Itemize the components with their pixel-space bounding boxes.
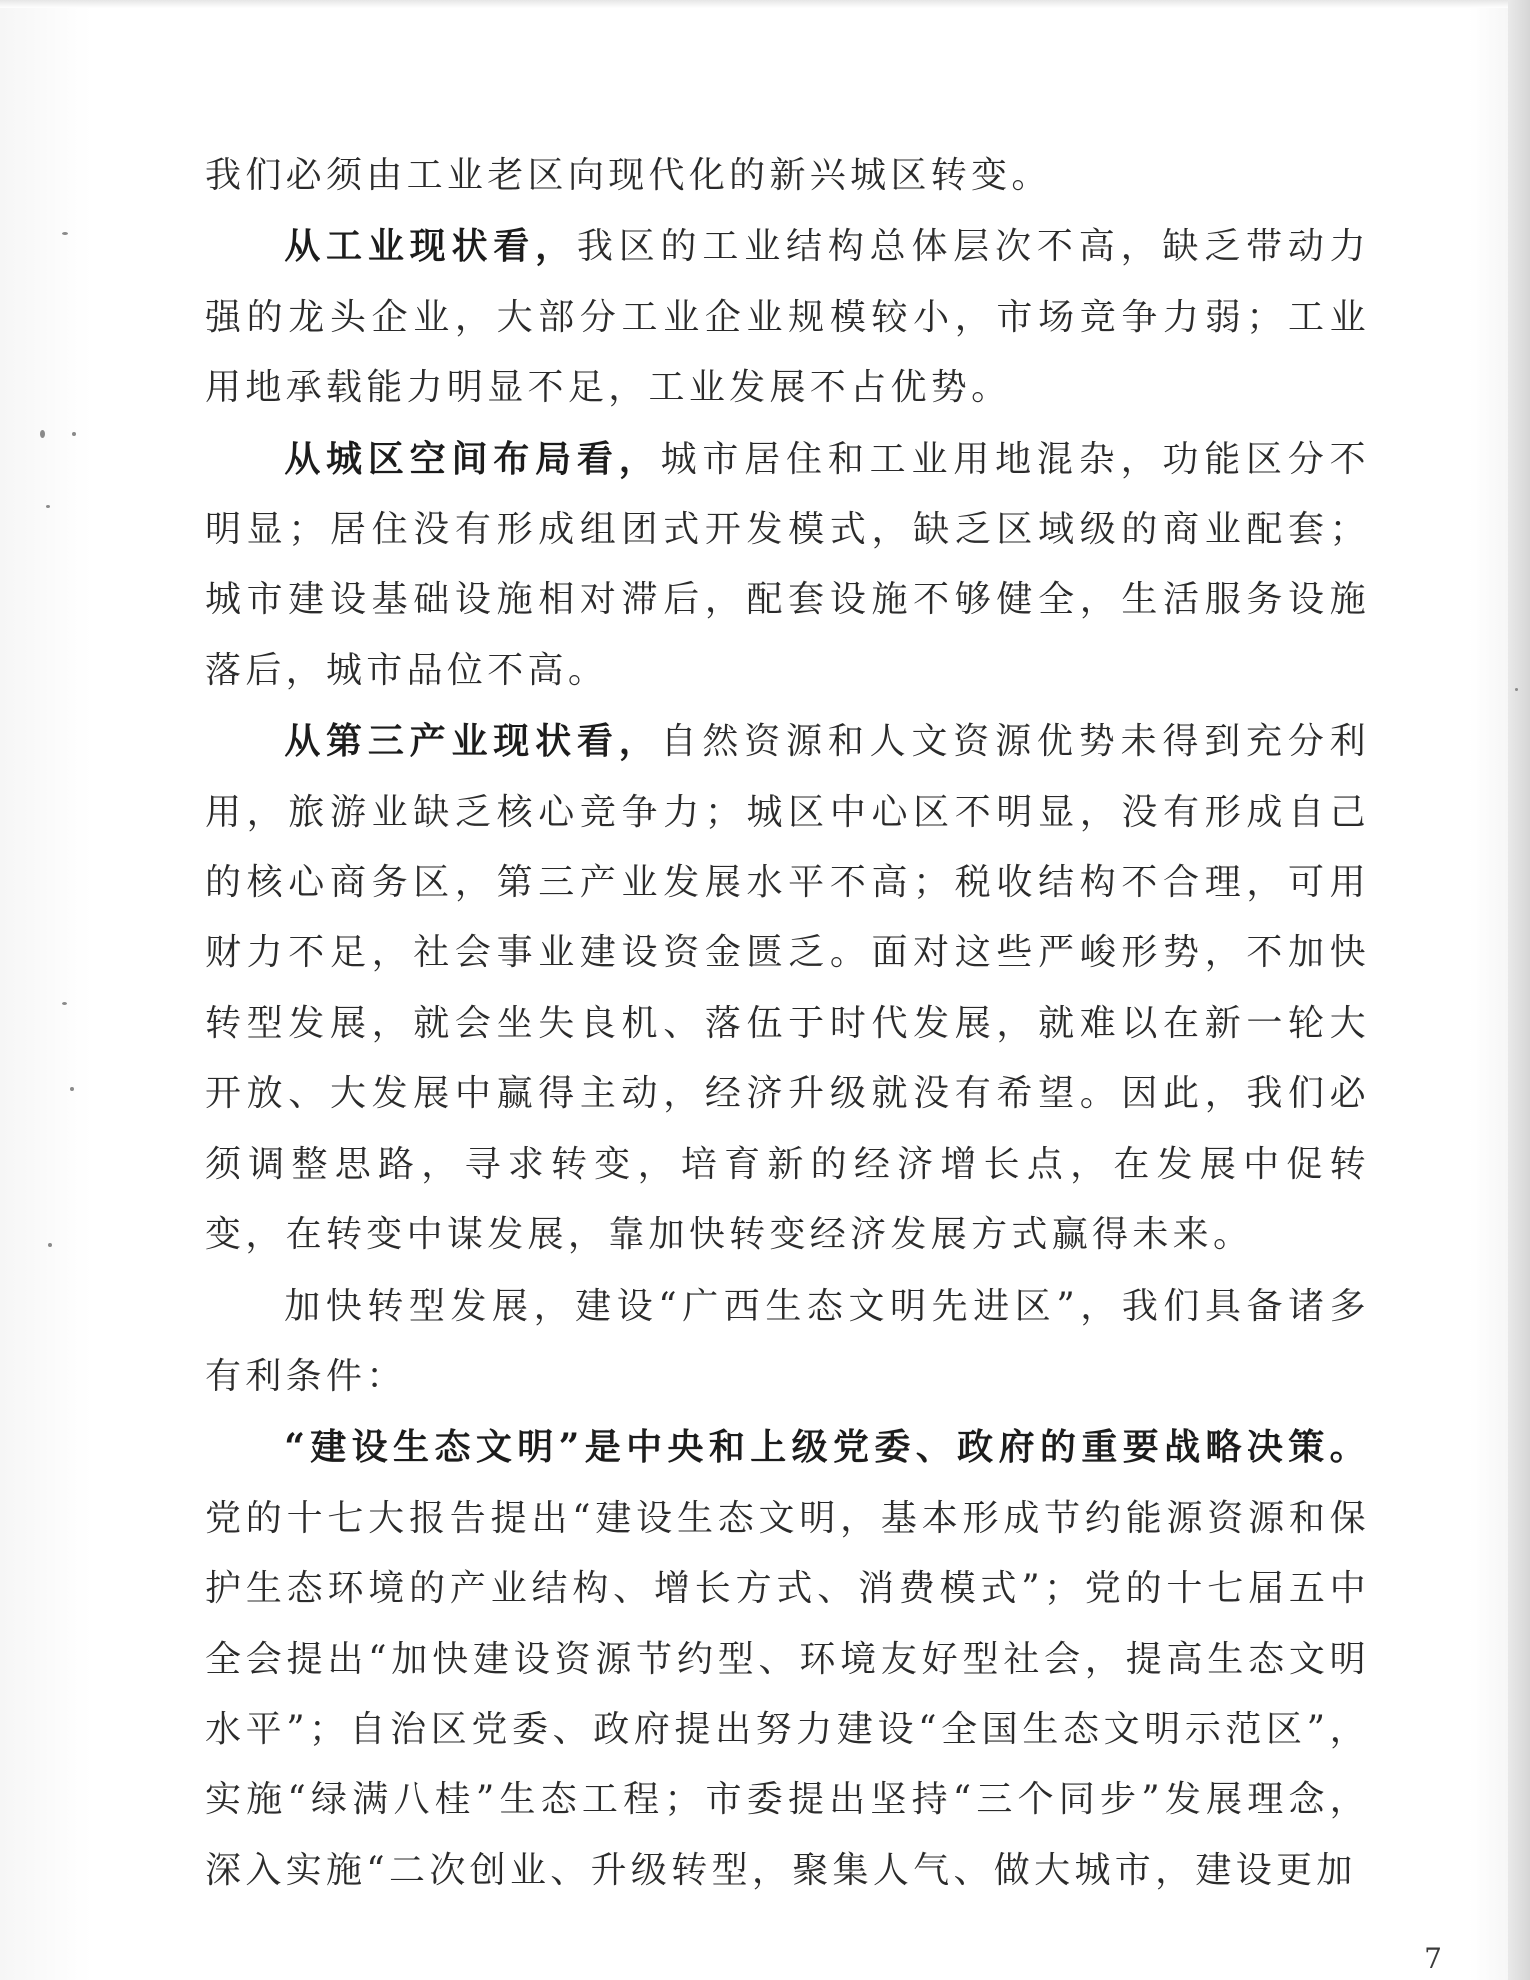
paragraph-4-text: 自然资源和人文资源优势未得到充分利用，旅游业缺乏核心竞争力；城区中心区不明显，没有形成自己的核心商务区，第三产业发展水平不高；税收结构不合理，可用财力不足，社会事业建设资金匮乏。面对这些严峻形势，不加快转型发展，就会坐失良机、落伍于时代发展，就难以在新一轮大开放、大发展中赢得主动，经济升级就没有希望。因此，我们必须调整思路，寻求转变，培育新的经济增长点，在发展中促转变，在转变中谋发展，靠加快转变经济发展方式赢得未来。 — [205, 721, 1370, 1256]
scan-speck — [70, 1087, 74, 1091]
scan-speck — [46, 505, 50, 508]
paragraph-6 — [205, 1412, 1370, 1906]
scan-speck — [48, 1243, 52, 1247]
paragraph-3 — [205, 424, 1370, 707]
paragraph-1-text: 我们必须由工业老区向现代化的新兴城区转变。 — [205, 155, 1052, 196]
paragraph-4-lead: 从第三产业现状看， — [284, 720, 661, 763]
page-number: 7 — [1424, 1942, 1442, 1975]
paragraph-6-text: 党的十七大报告提出“建设生态文明，基本形成节约能源资源和保护生态环境的产业结构、增长方式、消费模式”；党的十七届五中全会提出“加快建设资源节约型、环境友好型社会，提高生态文明水平”；自治区党委、政府提出努力建设“全国生态文明示范区”，实施“绿满八桂”生态工程；市委提出坚持“三个同步”发展理念，深入实施“二次创业、升级转型，聚集人气、做大城市，建设更加 — [205, 1497, 1370, 1891]
paragraph-2-lead: 从工业现状看， — [284, 225, 577, 268]
scan-speck — [40, 430, 45, 438]
scan-speck — [72, 432, 76, 436]
scan-right-edge — [1508, 0, 1530, 1980]
paragraph-3-text: 城市居住和工业用地混杂，功能区分不明显；居住没有形成组团式开发模式，缺乏区域级的商业配套；城市建设基础设施相对滞后，配套设施不够健全，生活服务设施落后，城市品位不高。 — [205, 438, 1370, 691]
paragraph-5 — [205, 1271, 1370, 1413]
scan-speck — [1515, 688, 1518, 691]
paragraph-2-text: 我区的工业结构总体层次不高，缺乏带动力强的龙头企业，大部分工业企业规模较小，市场竞争力弱；工业用地承载能力明显不足，工业发展不占优势。 — [205, 226, 1370, 409]
scan-speck — [62, 1002, 67, 1005]
scan-speck — [62, 232, 68, 235]
paragraph-2 — [205, 211, 1370, 423]
paragraph-6-lead: “建设生态文明”是中央和上级党委、政府的重要战略决策。 — [284, 1426, 1370, 1469]
paragraph-1 — [205, 140, 1370, 211]
scan-top-edge — [0, 0, 1530, 8]
document-body — [205, 140, 1370, 1906]
paragraph-3-lead: 从城区空间布局看， — [284, 437, 661, 480]
paragraph-5-text: 加快转型发展，建设“广西生态文明先进区”，我们具备诸多有利条件： — [205, 1285, 1370, 1397]
paragraph-4 — [205, 706, 1370, 1270]
